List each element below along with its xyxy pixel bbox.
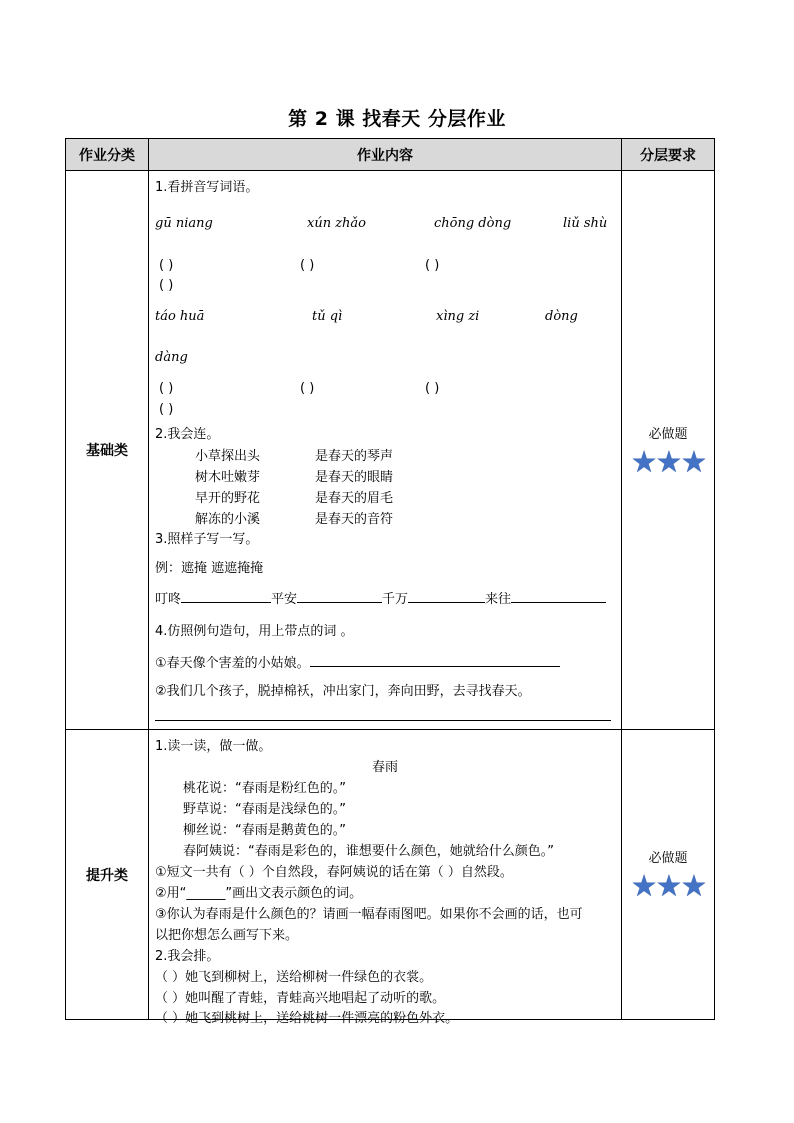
answer-blank[interactable]	[181, 588, 271, 603]
pinyin-8: dòng	[545, 309, 578, 324]
pinyin-8-wrap: dàng	[155, 350, 188, 365]
match-right-item[interactable]: 是春天的眉毛	[315, 491, 394, 506]
q4-sentence-2: ②我们几个孩子，脱掉棉袄，冲出家门，奔向田野，去寻找春天。	[155, 684, 531, 699]
q2-title: 2.我会连。	[155, 427, 220, 442]
q3-word: 叮咚	[155, 592, 182, 607]
q3-answer-row	[155, 588, 606, 607]
star-rating-icon: ★★★	[630, 444, 706, 480]
q3-word: 平安	[271, 592, 298, 607]
q3-example: 例：遮掩 遮遮掩掩	[155, 561, 264, 576]
advanced-requirement	[622, 730, 715, 1020]
match-right-item[interactable]: 是春天的眼睛	[315, 470, 394, 485]
order-item: （ ）她飞到柳树上，送给柳树一件绿色的衣裳。	[155, 970, 433, 985]
basic-category: 基础类	[66, 171, 149, 730]
answer-paren: ( )	[159, 278, 174, 293]
advanced-category: 提升类	[66, 730, 149, 1020]
answer-blank[interactable]	[511, 588, 606, 603]
pinyin-4: liǔ shù	[563, 216, 608, 231]
answer-paren: ( )	[425, 258, 440, 273]
poem-line: 柳丝说：“春雨是鹅黄色的。”	[183, 823, 346, 838]
basic-requirement	[622, 171, 715, 730]
basic-row	[66, 171, 715, 730]
answer-paren: ( )	[159, 381, 174, 396]
answer-paren: ( )	[425, 381, 440, 396]
answer-line[interactable]	[155, 719, 611, 721]
adv-task-3: ③你认为春雨是什么颜色的？请画一幅春雨图吧。如果你不会画的话，也可	[155, 907, 583, 922]
adv-task-2: ②用“______”画出文表示颜色的词。	[155, 886, 363, 901]
page-title: 第 2 课 找春天 分层作业	[288, 108, 506, 130]
pinyin-7: xìng zi	[436, 309, 480, 324]
answer-paren: ( )	[159, 402, 174, 417]
answer-blank[interactable]	[310, 652, 560, 667]
pinyin-5: táo huā	[155, 309, 205, 324]
q1-title: 1.看拼音写词语。	[155, 180, 259, 195]
order-item: （ ）她叫醒了青蛙，青蛙高兴地唱起了动听的歌。	[155, 991, 446, 1006]
match-left-item[interactable]: 早开的野花	[195, 491, 261, 506]
pinyin-1: gū niang	[155, 216, 213, 231]
pinyin-6: tǔ qì	[312, 309, 343, 324]
advanced-content	[149, 730, 622, 1026]
adv-q2-title: 2.我会排。	[155, 949, 220, 964]
pinyin-2: xún zhǎo	[307, 216, 367, 231]
poem-title: 春雨	[371, 760, 398, 775]
header-category: 作业分类	[66, 139, 149, 171]
star-rating-icon: ★★★	[630, 869, 706, 904]
answer-paren: ( )	[300, 258, 315, 273]
poem-line: 野草说：“春雨是浅绿色的。”	[183, 802, 346, 817]
homework-table	[65, 138, 715, 1026]
answer-paren: ( )	[159, 258, 174, 273]
basic-content	[149, 171, 622, 730]
adv-q1-title: 1.读一读，做一做。	[155, 739, 272, 754]
match-left-item[interactable]: 小草探出头	[195, 449, 261, 464]
pinyin-3: chōng dòng	[434, 216, 512, 231]
order-item: （ ）她飞到桃树上，送给桃树一件漂亮的粉色外衣。	[155, 1011, 459, 1026]
q4-sentence-1: ①春天像个害羞的小姑娘。	[155, 652, 560, 671]
q4-title: 4.仿照例句造句，用上带点的词 。	[155, 624, 354, 639]
answer-blank[interactable]	[297, 588, 382, 603]
poem-line: 春阿姨说：“春雨是彩色的，谁想要什么颜色，她就给什么颜色。”	[183, 844, 554, 859]
match-left-item[interactable]: 解冻的小溪	[195, 512, 261, 527]
requirement-label: 必做题	[648, 851, 688, 866]
answer-paren: ( )	[300, 381, 315, 396]
match-right-item[interactable]: 是春天的音符	[315, 512, 394, 527]
adv-task-3-cont: 以把你想怎么画写下来。	[155, 928, 299, 943]
q3-title: 3.照样子写一写。	[155, 532, 259, 547]
header-row	[66, 139, 715, 171]
header-content: 作业内容	[149, 139, 622, 171]
adv-task-1: ①短文一共有（ ）个自然段，春阿姨说的话在第（ ）自然段。	[155, 865, 513, 880]
answer-blank[interactable]	[408, 588, 485, 603]
match-right-item[interactable]: 是春天的琴声	[315, 449, 394, 464]
poem-line: 桃花说：“春雨是粉红色的。”	[183, 781, 346, 796]
requirement-label: 必做题	[648, 426, 688, 442]
header-requirement: 分层要求	[622, 139, 715, 171]
q3-word: 来往	[485, 592, 512, 607]
q3-word: 千万	[382, 592, 409, 607]
match-left-item[interactable]: 树木吐嫩芽	[195, 470, 261, 485]
advanced-row	[66, 730, 715, 1020]
